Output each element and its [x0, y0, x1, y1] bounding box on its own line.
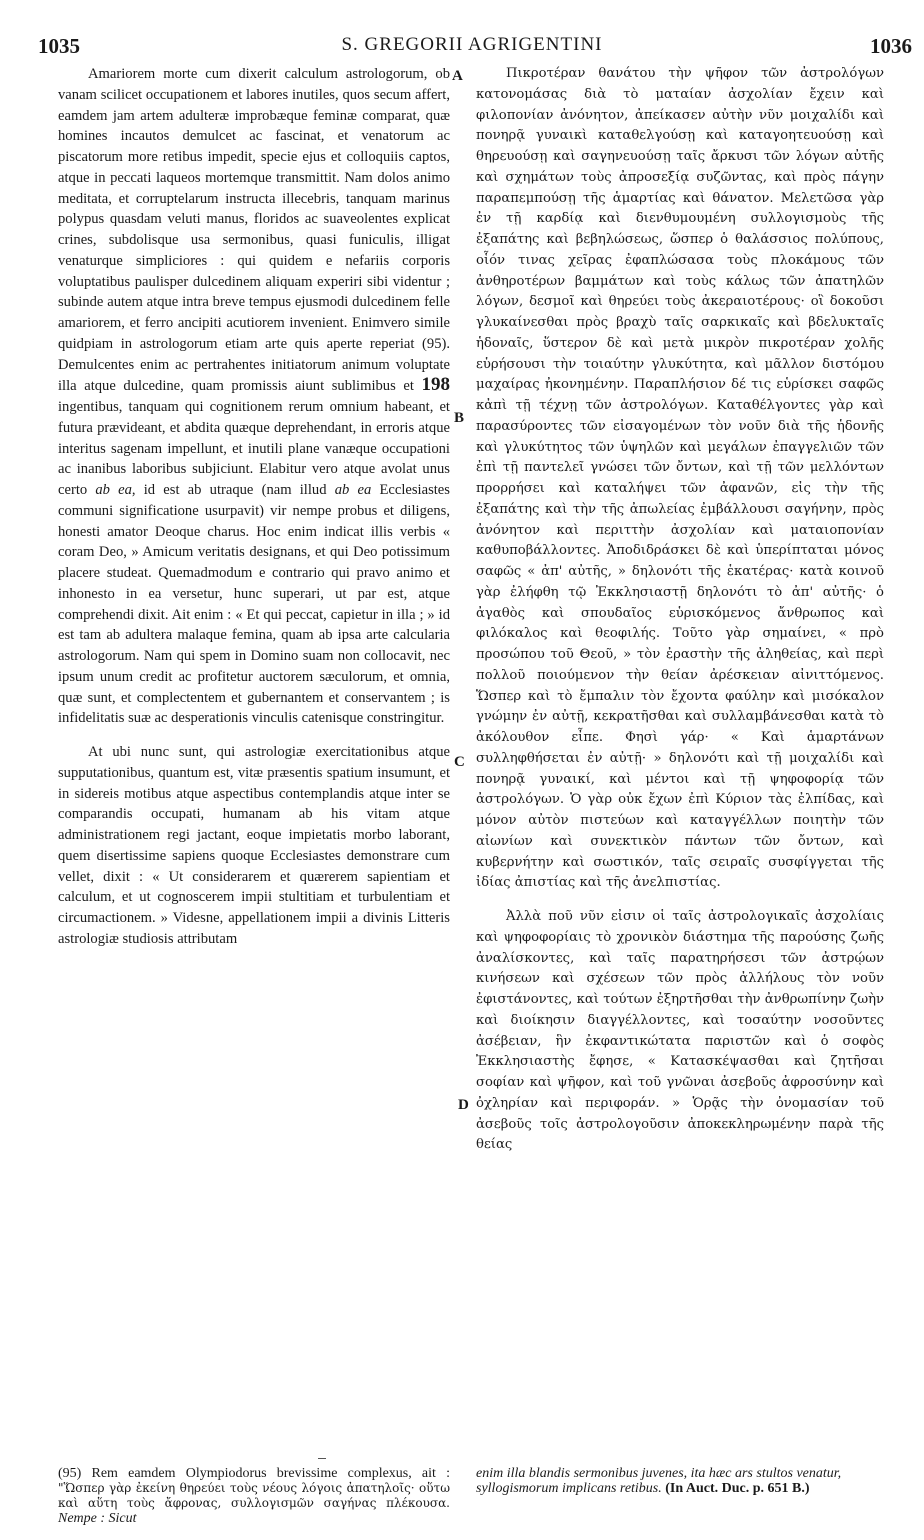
- latin-paragraph-2: At ubi nunc sunt, qui astrologiæ exercitationibus atque supputationibus, quantum est, vitæ præsentis spatium insumunt, et in sidereis motibus atque aspectibus contemplandis atque inter se comparandis occupati, humanam ab his vitam atque administrationem regi jactant, eoque impietatis morbo laborant, quem disertissime sapiens quoque Ecclesiastes demonstrare cum vellet, dixit : « Ut considerarem et quærerem sapientiam et calculum, et ut cognoscerem impii stultitiam et turbulentiam et circumactionem. » Videsne, appellationem impii a divinis Litteris astrologiæ studiosis attributam: [58, 744, 450, 947]
- footnote-divider: [318, 1458, 326, 1459]
- margin-mark-d: D: [458, 1097, 469, 1113]
- latin-italic: ab ea: [334, 482, 372, 498]
- latin-paragraph-1: [58, 64, 450, 729]
- margin-mark-b: B: [454, 410, 465, 426]
- greek-column: [476, 64, 884, 1156]
- running-title: S. GREGORII AGRIGENTINI: [341, 34, 603, 55]
- footnote-tail: Nempe : Sicut: [58, 1511, 137, 1526]
- greek-paragraph-1: Πικροτέραν θανάτου τὴν ψῆφον τῶν ἀστρολόγων κατονομάσας διὰ τὸ ματαίαν ἀσχολίαν ἔχειν καὶ φιλοπονίαν ἀνόνητον, ἀπείκασεν αὐτὴν νῦν μοιχαλίδι καὶ πονηρᾷ γυναικὶ καταθελγούσῃ καὶ καταγοητευούσῃ καὶ θηρευούσῃ καὶ σαγηνευούσῃ ταῖς ἄρκυσι τῶν λόγων αὐτῆς καὶ σχημάτων τοὺς ἀπροσεξίᾳ συζῶντας, καὶ πρὸς πάγην παραπεμπούσῃ τῆς ἁμαρτίας καὶ θάνατον. Μελετῶσα γὰρ ἐν τῇ καρδίᾳ καὶ διενθυμουμένη συλλογισμοὺς τῆς ἐξαπάτης καὶ βεβηλώσεως, ὥσπερ ὁ θαλάσσιος πολύπους, οἷόν τινας χεῖρας ἐφαπλώσασα τοὺς πλοκάμους τῶν ἀνθηροτέρων βαμμάτων καὶ τοὺς κάλως τῶν ἀπατηλῶν λόγων, δεσμοῖ καὶ θηρεύει τοὺς ἀκεραιοτέρους· οἳ δοκοῦσι γλυκαίνεσθαι πρὸς βραχὺ ταῖς σαρκικαῖς καὶ βδελυκταῖς ἡδοναῖς, ὕστερον δὲ καὶ μετὰ μικρὸν πικροτέραν χολῆς εὑρήσουσι τὴν τοιαύτην γλυκύτητα, καὶ μᾶλλον διστόμου μαχαίρας ἠκονημένην. Παραπλήσιον δέ τις εὑρίσκει σαφῶς κἀπὶ τῇ τέχνῃ τῶν ἀστρολόγων. Καταθέλγοντες γὰρ καὶ παρασύροντες τῶν εἰσαγομένων τὸν νοῦν διὰ τῆς ἡδονῆς καὶ γλυκύτητος τῶν ὑψηλῶν καὶ μεγάλων ἐπαγγελιῶν τῶν ἐπὶ τῇ παντελεῖ γνώσει τῶν ὄντων, καὶ τῇ τῶν μελλόντων προρρήσει καὶ καταλήψει τῶν ἀφανῶν, εἰς τὴν τῆς ἐξαπάτης καὶ τὴν τῆς ἀπωλείας ἐμβάλλουσι σαγήνην, πρὸς ἀνόνητον καὶ περιττὴν ἀσχολίαν καὶ ματαιοπονίαν καθυποβάλλοντες. Ἀποδιδράσκει δὲ καὶ ὑπερίπταται μόνος σαφῶς « ἀπ' αὐτῆς, » δηλονότι τῆς ἑκατέρας· κατὰ κοινοῦ γὰρ ἐλήφθη τῷ Ἐκκλησιαστῇ δηλονότι τὸ ἀπ' αὐτῆς· ὁ ἀγαθὸς καὶ σπουδαῖος εὑρισκόμενος ἄνθρωπος καὶ φιλόκαλος καὶ θεοφιλής. Τοῦτο γὰρ σημαίνει, « πρὸ προσώπου τοῦ Θεοῦ, » τὸν ἐραστὴν τῆς ἀληθείας, καὶ περὶ πολλοῦ ποιούμενον τὴν θείαν ἀρέσκειαν αἰνιττόμενος. Ὥσπερ καὶ τὸ ἔμπαλιν τὸν ἔχοντα φαύλην καὶ μισόκαλον γνώμην ἐν αὐτῇ, κεκρατῆσθαι καὶ συλλαμβάνεσθαι κατὰ τὸ ἀκόλουθον εἶπε. Φησὶ γάρ· « Καὶ ἁμαρτάνων συλληφθήσεται ἐν αὐτῇ· » δηλονότι καὶ τῇ μοιχαλίδι καὶ πονηρᾷ γυναικί, καὶ μέντοι καὶ τῇ ψηφοφορίᾳ τῶν ἀστρολόγων. Ὁ γὰρ οὐκ ἔχων ἐπὶ Κύριον τὰς ἐλπίδας, καὶ μόνον αὐτὸν πιστεύων καὶ καταγγέλλων ποιητὴν τῶν αἰωνίων καὶ συνεκτικὸν πάντων τῶν ὄντων, καὶ κυβερνήτην καὶ σωστικόν, ταῖς σειραῖς συσφίγγεται τῆς ἰδίας ἀπιστίας καὶ τῆς ἀνελπιστίας.: [476, 66, 884, 891]
- footnote-intro: (95) Rem eamdem Olympiodorus brevissime complexus, ait :: [58, 1466, 450, 1481]
- column-number: 198: [421, 374, 450, 396]
- footnote-continuation: [476, 1466, 890, 1496]
- greek-paragraph-2: Ἀλλὰ ποῦ νῦν εἰσιν οἱ ταῖς ἀστρολογικαῖς ἀσχολίαις καὶ ψηφοφορίαις τὸ χρονικὸν διάστημα τῆς παρούσης ζωῆς ἀναλίσκοντες, καὶ ταῖς παρατηρήσεσι τῶν ἀστρῴων κινήσεων καὶ σχέσεων τῶν πρὸς ἀλλήλους τὸν νοῦν ἐφιστάνοντες, καὶ τούτων ἐξηρτῆσθαι τὴν ἀνθρωπίνην ζωὴν καὶ διοίκησιν διαγγέλλοντες, καὶ τοσαύτην νοσοῦντες ἀσέβειαν, ἣν ἐκφαντικώτατα παριστῶν καὶ ὁ σοφὸς Ἐκκλησιαστὴς ἔφησε, « Κατασκέψασθαι καὶ ζητῆσαι σοφίαν καὶ ψῆφον, καὶ τοῦ γνῶναι ἀσεβοῦς ἀφροσύνην καὶ ὀχληρίαν καὶ περιφοράν. » Ὁρᾷς τὴν ὀνομασίαν τοῦ ἀσεβοῦς τοῖς ἀστρολογοῦσιν ἀποκεκληρωμένην παρὰ τῆς θείας: [476, 909, 884, 1153]
- latin-column: [58, 64, 450, 950]
- footnote-95: [58, 1466, 450, 1526]
- page-number-right: 1036: [870, 34, 912, 58]
- margin-mark-c: C: [454, 754, 465, 770]
- latin-text: , id est ab utraque (nam illud: [131, 482, 327, 498]
- latin-italic: ab ea: [95, 482, 132, 498]
- page-number-left: 1035: [38, 34, 80, 58]
- latin-text: ingentibus, tanquam qui cognitionem rerum omnium habeant, et futura prævideant, et abdita quæque deprehendant, in erroris atque interitus sagenam impellunt, et inutili plane vanæque occupationi ac inanibus laboribus subjiciunt. Elabitur vero atque avolat unus certo: [58, 399, 450, 498]
- latin-text: Amariorem morte cum dixerit calculum astrologorum, ob vanam scilicet occupationem et labores inutiles, quos secum affert, eamdem jam artem adulteræ improbæque feminæ comparat, quæ homines incautos demulcet ac fascinat, et venatorum ac piscatorum more retibus impedit, specie ejus et colloquiis captos, atque in peccati laqueos mortemque transmittit. Nam dolos animo meditata, et corruptelarum instructa illecebris, tanquam marinus polypus quasdam veluti manus, floridos ac suaveolentes explicat crines, subdolisque usa sermonibus, quasi funiculis, illigat venaturque simpliciores : qui quidem e nefariis corporis voluptatibus paulisper dulcedinem aliquam experiri sibi videntur ; subinde autem atque intra breve tempus ejusmodi dulcedinem felle amariorem, et ferro ancipiti acutiorem invenient. Enimvero simile quidpiam in astrologorum etiam arte quis aperte reperiat (95). Demulcentes enim ac pertrahentes initiatorum animum voluptate illa atque dulcedine, quam promissis aiunt sublimibus et: [58, 66, 450, 395]
- margin-mark-a: A: [452, 68, 463, 84]
- footnote-latin: enim illa blandis sermonibus juvenes, ita hæc ars stultos venatur, syllogismorum implicans retibus.: [476, 1466, 842, 1496]
- running-header: [30, 34, 914, 58]
- latin-text: Ecclesiastes communi significatione usurpavit) vir nempe probus et diligens, honesti amator Deoque charus. Hoc enim indicat illis verbis « coram Deo, » Amicum veritatis designans, et qui Deo potissimum placere studeat. Quemadmodum e contrario qui pravo animo et inhonesto in ea versetur, hunc superari, ut par est, atque comprehendi dixit. Ait enim : « Et qui peccat, capietur in illa ; » id est tam ab adultera malaque femina, quam ab ipsa arte calcularia astrologorum. Nam qui spem in Domino suam non collocavit, nec ipsum unum credit ac profitetur auctorem sæculorum, et omnia, quæ sunt, et complectentem et gubernantem et conservantem ; is infidelitatis suæ ac desperationis vinculis catenisque constringitur.: [58, 482, 450, 727]
- footnote-reference: (In Auct. Duc. p. 651 B.): [665, 1481, 810, 1496]
- footnote-greek-quote: "Ὥσπερ γὰρ ἐκείνη θηρεύει τοὺς νέους λόγοις ἀπατηλοῖς· οὕτω καὶ αὕτη τοὺς ἄφρονας, συλλογισμῶν σαγήνας πλέκουσα.: [58, 1481, 450, 1510]
